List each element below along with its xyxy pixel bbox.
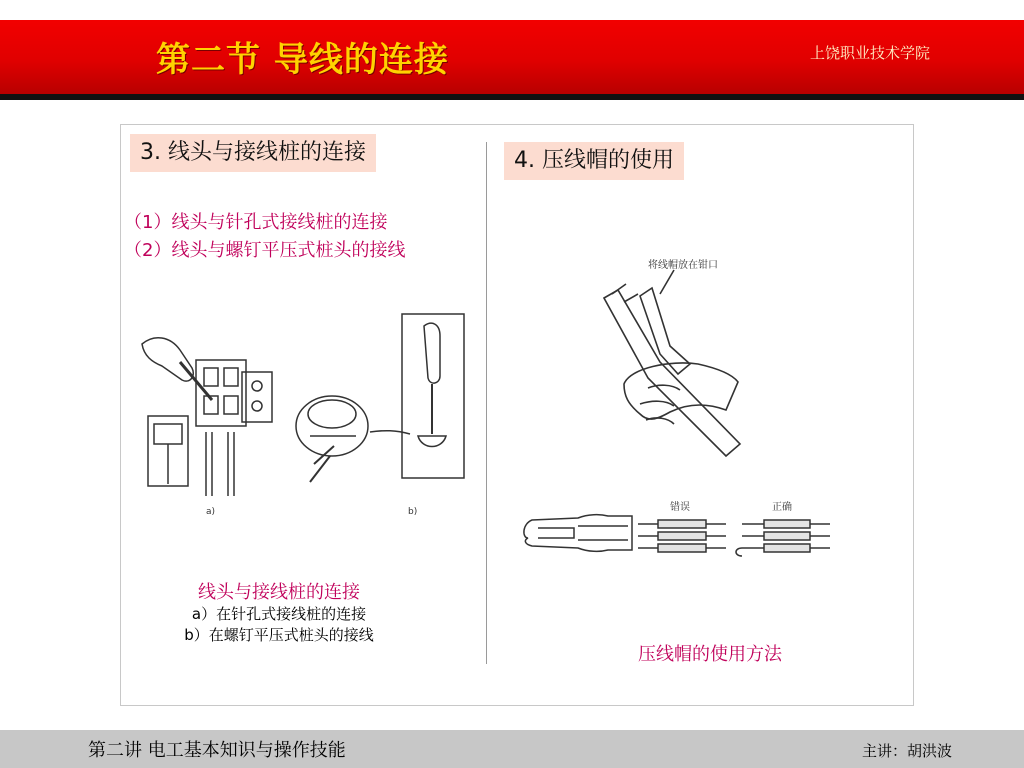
wire-cap [524, 515, 632, 552]
figure-label-b: b) [408, 507, 418, 517]
pliers-note: 将线帽放在钳口 [648, 260, 718, 271]
wrong-wires [638, 520, 726, 552]
left-caption-title: 线头与接线桩的连接 [198, 582, 360, 603]
terminal-connection-illustration [134, 306, 474, 521]
right-heading: 4. 压线帽的使用 [504, 142, 684, 180]
wire-cap-comparison [518, 498, 838, 570]
left-item-2: （2）线头与螺钉平压式桩头的接线 [124, 240, 406, 261]
left-heading: 3. 线头与接线桩的连接 [130, 134, 376, 172]
slide-title: 第二节 导线的连接 [156, 40, 449, 80]
course-title: 第二讲 电工基本知识与操作技能 [88, 740, 346, 761]
figure-label-a: a) [206, 507, 216, 517]
right-caption: 压线帽的使用方法 [638, 644, 782, 665]
right-wires [736, 520, 830, 556]
lecturer: 主讲：胡洪波 [862, 742, 953, 760]
header [0, 0, 1024, 98]
right-label: 正确 [772, 502, 792, 513]
pliers [604, 290, 740, 456]
header-underline [0, 94, 1024, 100]
hand-b [424, 323, 440, 383]
column-divider [486, 142, 487, 664]
wrong-label: 错误 [670, 502, 690, 513]
left-caption-line-a: a）在针孔式接线桩的连接 [191, 605, 367, 623]
crimping-pliers-illustration [520, 254, 830, 474]
school-name: 上饶职业技术学院 [810, 44, 931, 62]
left-caption-line-b: b）在螺钉平压式桩头的接线 [184, 626, 374, 644]
hand-a [142, 338, 193, 381]
left-item-1: （1）线头与针孔式接线桩的连接 [124, 212, 388, 233]
